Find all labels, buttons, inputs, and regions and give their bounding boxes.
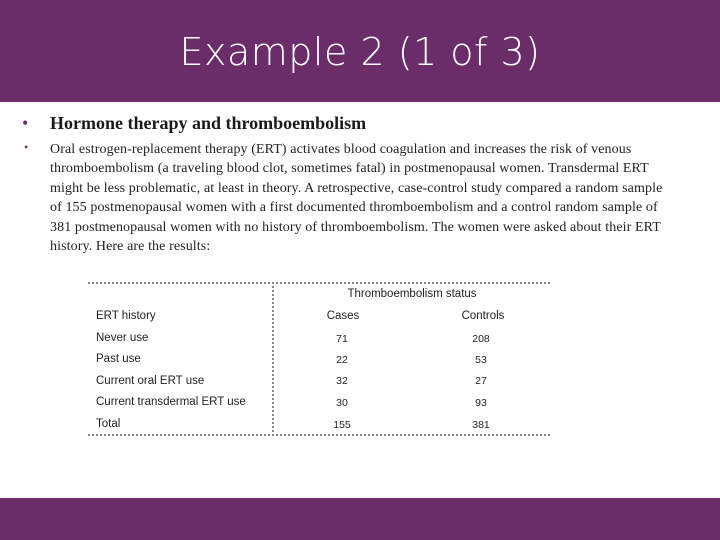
row-cases: 30 (336, 397, 348, 409)
table-bottom-border (88, 434, 550, 436)
column-header-controls: Controls (461, 310, 505, 322)
row-cases: 22 (336, 354, 348, 366)
row-controls: 381 (472, 419, 490, 431)
footer-bar (0, 498, 720, 540)
slide-title: Example 2 (1 of 3) (179, 30, 541, 74)
table-top-border (88, 282, 550, 284)
row-cases: 32 (336, 375, 348, 387)
bullet-heading-text: Hormone therapy and thromboembolism (50, 113, 367, 133)
row-label: Total (96, 418, 121, 430)
table-divider (272, 282, 274, 436)
bullet-icon: • (24, 140, 29, 154)
column-header-cases: Cases (326, 310, 360, 322)
column-header-ert: ERT history (96, 310, 156, 322)
group-header: Thromboembolism status (347, 288, 477, 300)
title-bar (0, 0, 720, 102)
row-cases: 155 (333, 419, 351, 431)
row-controls: 27 (475, 375, 487, 387)
row-controls: 53 (475, 354, 487, 366)
bullet-icon: • (22, 113, 29, 133)
results-table (88, 282, 550, 436)
bullet-body-text: Oral estrogen-replacement therapy (ERT) activates blood coagulation and increases the risk of venous thromboembolism (a traveling blood clot, sometimes fatal) in postmenopausal women. Transdermal ERT might be less problematic, at least in theory. A retrospective, case-control study compared a random sample of 155 postmenopausal women with a first documented thromboembolism and a control random sample of 381 postmenopausal women with no history of thromboembolism. The women were asked about their ERT history. Here are the results: (50, 142, 663, 255)
row-label: Current transdermal ERT use (96, 396, 246, 408)
row-label: Current oral ERT use (96, 375, 205, 387)
row-controls: 208 (472, 333, 490, 345)
row-label: Never use (96, 332, 149, 344)
row-cases: 71 (336, 333, 348, 345)
row-label: Past use (96, 353, 141, 365)
row-controls: 93 (475, 397, 487, 409)
